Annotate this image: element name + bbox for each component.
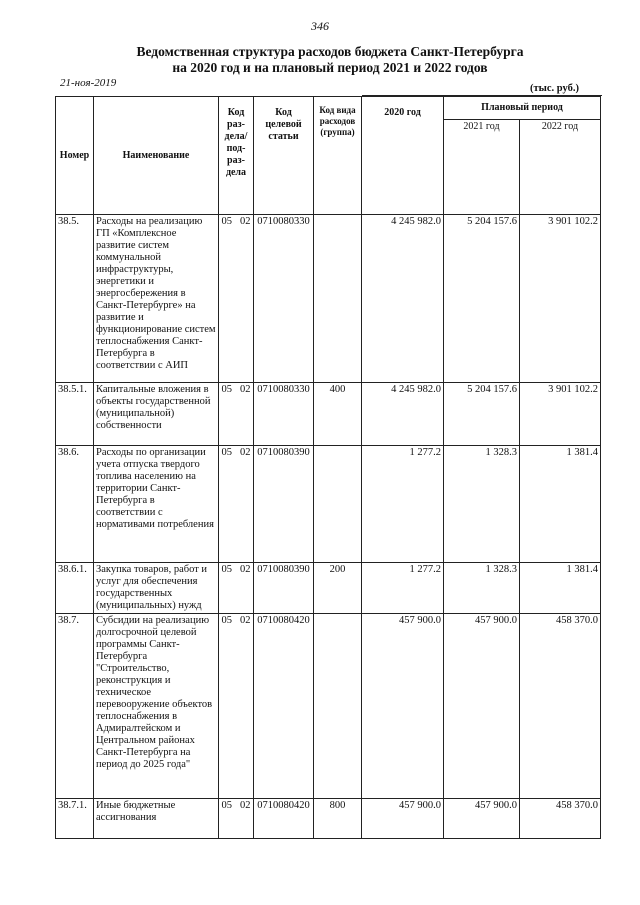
page-number: 346: [311, 19, 329, 33]
row-vr: [314, 215, 362, 383]
row-2020: 457 900.0: [362, 614, 444, 799]
row-vr: 400: [314, 383, 362, 446]
header-razdel: Код раз- дела/ под- раз- дела: [219, 97, 254, 215]
row-pr: 02: [240, 615, 251, 626]
row-vr: 800: [314, 799, 362, 839]
row-2021: 1 328.3: [444, 563, 520, 614]
header-2021: 2021 год: [444, 119, 520, 214]
row-2021: 457 900.0: [444, 799, 520, 839]
row-csr: 0710080330: [254, 383, 314, 446]
row-csr: 0710080390: [254, 446, 314, 563]
row-pr: 02: [240, 564, 251, 575]
row-2022: 1 381.4: [520, 446, 601, 563]
row-razdel: [219, 563, 254, 614]
row-2022: 1 381.4: [520, 563, 601, 614]
row-name: Субсидии на реализацию долгосрочной целевой программы Санкт-Петербурга "Строительство, реконструкция и техническое перевооружение объектов теплоснабжения в Адмиралтейском и Центральном районах Санкт-Петербурга на период до 2025 года": [94, 614, 219, 799]
row-2021: 1 328.3: [444, 446, 520, 563]
header-2022: 2022 год: [520, 119, 601, 214]
units-label: (тыс. руб.): [530, 83, 579, 94]
table-row: [56, 799, 601, 839]
row-rz: 05: [221, 800, 232, 811]
header-planned: Плановый период: [444, 97, 601, 120]
title-line-1: Ведомственная структура расходов бюджета Санкт-Петербурга: [136, 44, 524, 59]
row-2020: 457 900.0: [362, 799, 444, 839]
row-2021: 5 204 157.6: [444, 383, 520, 446]
row-number: 38.7.: [56, 614, 94, 799]
row-name: Капитальные вложения в объекты государственной (муниципальной) собственности: [94, 383, 219, 446]
row-pr: 02: [240, 216, 251, 227]
row-2022: 458 370.0: [520, 614, 601, 799]
row-number: 38.5.: [56, 215, 94, 383]
row-razdel: [219, 383, 254, 446]
row-rz: 05: [221, 564, 232, 575]
header-name: Наименование: [94, 97, 219, 215]
table-body: [56, 215, 601, 839]
row-razdel: [219, 799, 254, 839]
row-vr: 200: [314, 563, 362, 614]
document-date: 21-ноя-2019: [60, 77, 117, 89]
row-name: Расходы на реализацию ГП «Комплексное развитие систем коммунальной инфраструктуры, энергетики и энергосбережения в Санкт-Петербурге» на развитие и функционирование систем теплоснабжения Санкт-Петербурга в соответствии с АИП: [94, 215, 219, 383]
row-pr: 02: [240, 447, 251, 458]
row-csr: 0710080420: [254, 799, 314, 839]
row-2021: 457 900.0: [444, 614, 520, 799]
row-2020: 1 277.2: [362, 563, 444, 614]
table-row: [56, 563, 601, 614]
row-2021: 5 204 157.6: [444, 215, 520, 383]
row-2020: 1 277.2: [362, 446, 444, 563]
row-2022: 3 901 102.2: [520, 383, 601, 446]
row-vr: [314, 614, 362, 799]
row-rz: 05: [221, 447, 232, 458]
row-name: Закупка товаров, работ и услуг для обеспечения государственных (муниципальных) нужд: [94, 563, 219, 614]
row-csr: 0710080390: [254, 563, 314, 614]
table-row: [56, 215, 601, 383]
document-title: [60, 44, 600, 76]
row-rz: 05: [221, 615, 232, 626]
row-csr: 0710080420: [254, 614, 314, 799]
row-number: 38.6.: [56, 446, 94, 563]
header-csr: Код целевой статьи: [254, 97, 314, 215]
row-razdel: [219, 446, 254, 563]
row-rz: 05: [221, 216, 232, 227]
row-name: Иные бюджетные ассигнования: [94, 799, 219, 839]
row-razdel: [219, 215, 254, 383]
row-vr: [314, 446, 362, 563]
table-row: [56, 614, 601, 799]
row-csr: 0710080330: [254, 215, 314, 383]
row-2020: 4 245 982.0: [362, 215, 444, 383]
table-row: [56, 446, 601, 563]
header-2020: 2020 год: [362, 97, 444, 215]
row-2022: 458 370.0: [520, 799, 601, 839]
row-2022: 3 901 102.2: [520, 215, 601, 383]
row-number: 38.5.1.: [56, 383, 94, 446]
budget-table: [55, 96, 601, 839]
row-number: 38.7.1.: [56, 799, 94, 839]
row-name: Расходы по организации учета отпуска твердого топлива населению на территории Санкт-Петербурга в соответствии с нормативами потребления: [94, 446, 219, 563]
row-rz: 05: [221, 384, 232, 395]
row-pr: 02: [240, 800, 251, 811]
header-vr: Код вида расходов (группа): [314, 97, 362, 215]
row-2020: 4 245 982.0: [362, 383, 444, 446]
header-number: Номер: [56, 97, 94, 215]
row-razdel: [219, 614, 254, 799]
row-pr: 02: [240, 384, 251, 395]
row-number: 38.6.1.: [56, 563, 94, 614]
table-row: [56, 383, 601, 446]
title-line-2: на 2020 год и на плановый период 2021 и 2022 годов: [172, 60, 488, 75]
